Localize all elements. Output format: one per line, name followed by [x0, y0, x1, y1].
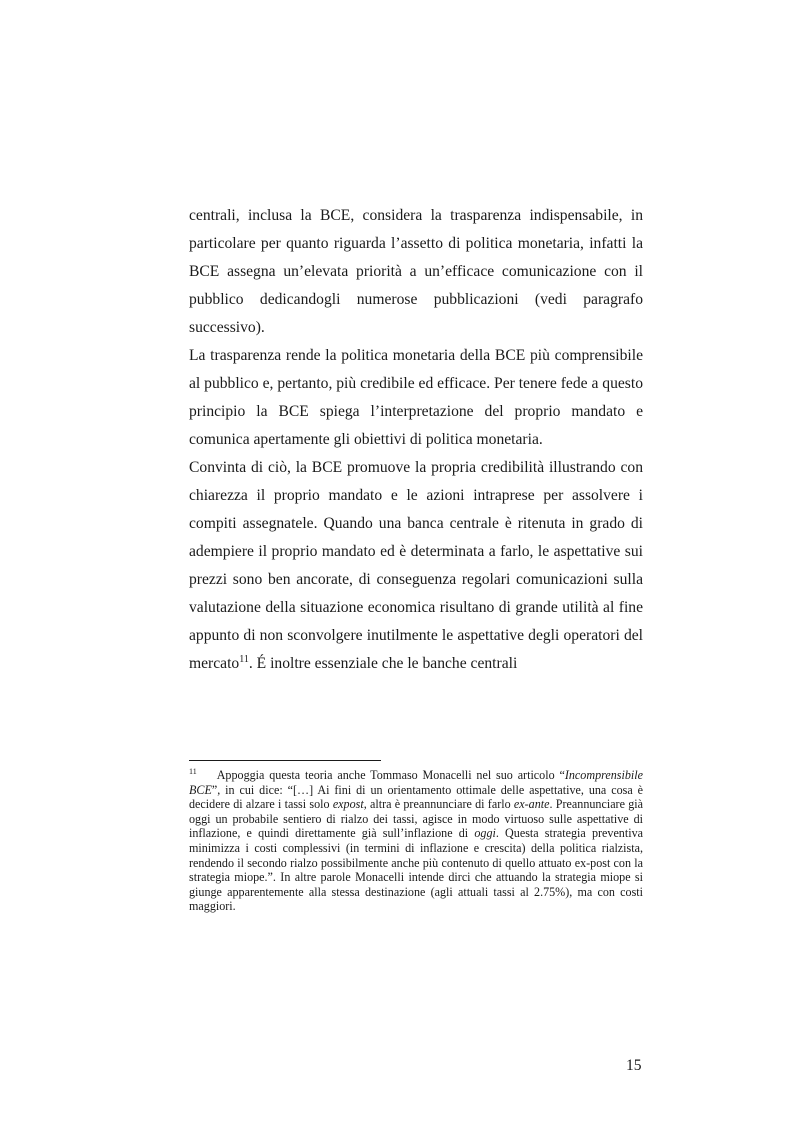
footnote-text-4: . Preannunciare già oggi un probabile sentiero di rialzo dei tassi, agisce in modo virtuoso sulle aspettative di inflazione, e quindi direttamente già sull’inflazione di [189, 797, 643, 841]
footnote-text-1: Appoggia questa teoria anche Tommaso Monacelli nel suo articolo “ [216, 768, 565, 782]
paragraph-2: La trasparenza rende la politica monetaria della BCE più comprensibile al pubblico e, pertanto, più credibile ed efficace. Per tenere fede a questo principio la BCE spiega l’interpretazione del proprio mandato e comunica apertamente gli obiettivi di politica monetaria. [189, 347, 643, 448]
footnote-italic-expost: expost [332, 797, 364, 812]
page-number: 15 [626, 1057, 642, 1074]
paragraph-3 [189, 454, 643, 678]
footnote-text-2: ”, in cui dice: “[…] Ai fini di un orientamento ottimale delle aspettative, una cosa è decidere di alzare i tassi solo [189, 782, 643, 812]
footnote-reference[interactable]: 11 [239, 653, 249, 665]
footnote-text-5: . Questa strategia preventiva minimizza i costi complessivi (in termini di inflazione e crescita) della politica rialzista, rendendo il secondo rialzo possibilmente anche più contenuto di quello attuato ex-post con la strategia miope.”. In altre parole Monacelli intende dirci che attuando la strategia miope si giunge apparentemente alla stessa destinazione (agli attuali tassi al 2.75%), ma con costi maggiori. [189, 826, 643, 914]
paragraph-1: centrali, inclusa la BCE, considera la trasparenza indispensabile, in particolare per quanto riguarda l’assetto di politica monetaria, infatti la BCE assegna un’elevata priorità a un’efficace comunicazione con il pubblico dedicandogli numerose pubblicazioni (vedi paragrafo successivo). [189, 207, 643, 336]
main-text [189, 202, 643, 678]
footnote-number: 11 [189, 766, 197, 776]
footnote-article-title: Incomprensibile BCE [189, 768, 643, 797]
footnote-text-3: , altra è preannunciare di farlo [363, 797, 514, 812]
paragraph-3-text: Convinta di ciò, la BCE promuove la propria credibilità illustrando con chiarezza il proprio mandato e le azioni intraprese per assolvere i compiti assegnatele. Quando una banca centrale è ritenuta in grado di adempiere il proprio mandato ed è determinata a farlo, le aspettative sui prezzi sono ben ancorate, di conseguenza regolari comunicazioni sulla valutazione della situazione economica risultano di grande utilità al fine appunto di non sconvolgere inutilmente le aspettative degli operatori del mercato [189, 459, 643, 672]
footnote-italic-oggi: oggi [474, 826, 496, 841]
paragraph-3-tail: . É inoltre essenziale che le banche centrali [248, 655, 518, 672]
footnote-italic-exante: ex-ante [513, 797, 550, 812]
footnote [189, 768, 643, 914]
footnote-separator [189, 760, 381, 761]
